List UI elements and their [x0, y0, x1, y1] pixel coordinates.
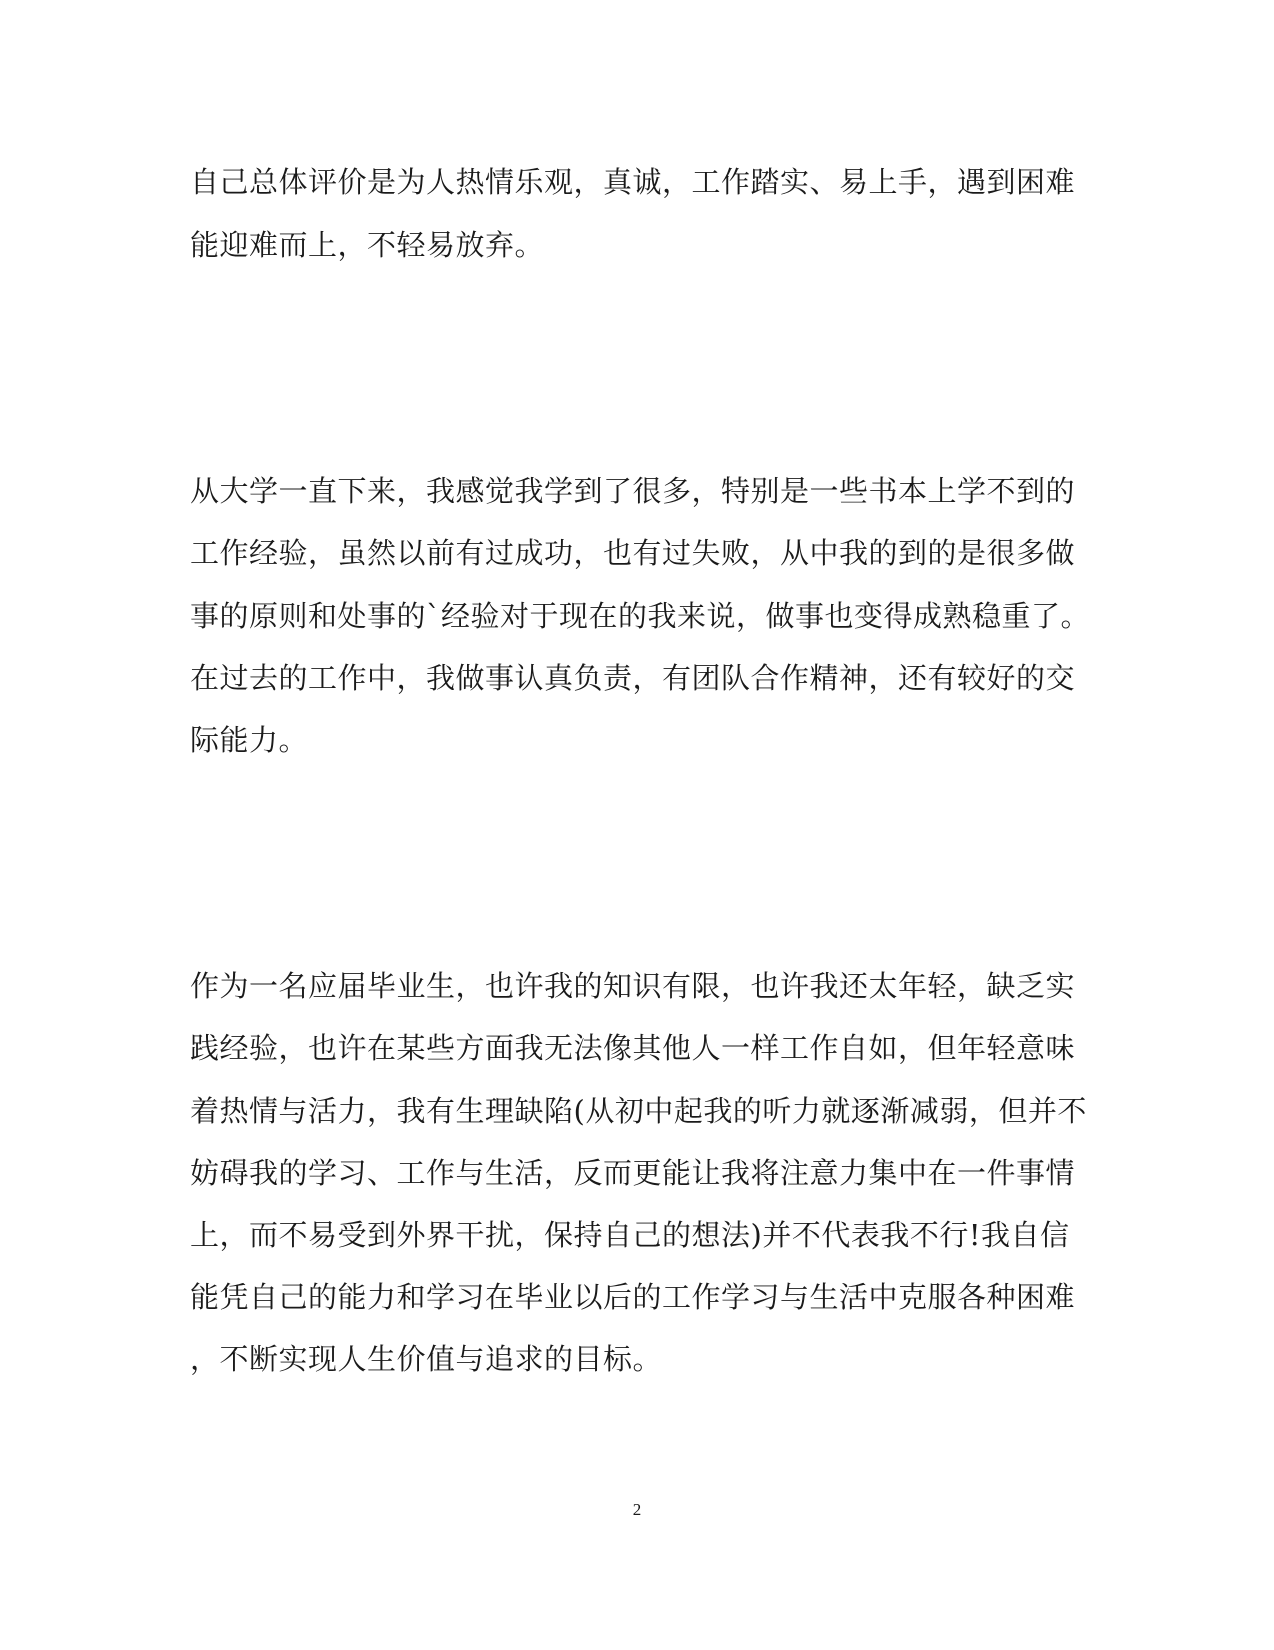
paragraph-line: 能凭自己的能力和学习在毕业以后的工作学习与生活中克服各种困难 — [190, 1280, 1076, 1314]
paragraph-line: 在过去的工作中，我做事认真负责，有团队合作精神，还有较好的交 — [190, 661, 1076, 695]
paragraph-line: 能迎难而上，不轻易放弃。 — [190, 228, 545, 262]
page-number: 2 — [632, 1500, 642, 1519]
paragraph-line: 作为一名应届毕业生，也许我的知识有限，也许我还太年轻，缺乏实 — [190, 969, 1076, 1003]
paragraph-line: ，不断实现人生价值与追求的目标。 — [190, 1342, 663, 1376]
paragraph-line: 妨碍我的学习、工作与生活，反而更能让我将注意力集中在一件事情 — [190, 1156, 1076, 1190]
paragraph-line: 际能力。 — [190, 723, 309, 757]
paragraph-line: 上，而不易受到外界干扰，保持自己的想法)并不代表我不行!我自信 — [190, 1218, 1070, 1252]
paragraph-line: 工作经验，虽然以前有过成功，也有过失败，从中我的到的是很多做 — [190, 536, 1076, 570]
paragraph-line: 践经验，也许在某些方面我无法像其他人一样工作自如，但年轻意味 — [190, 1031, 1076, 1065]
paragraph-line: 事的原则和处事的`经验对于现在的我来说，做事也变得成熟稳重了。 — [190, 599, 1091, 633]
paragraph-line: 自己总体评价是为人热情乐观，真诚，工作踏实、易上手，遇到困难 — [190, 165, 1076, 199]
paragraph-line: 从大学一直下来，我感觉我学到了很多，特别是一些书本上学不到的 — [190, 474, 1076, 508]
paragraph-line: 着热情与活力，我有生理缺陷(从初中起我的听力就逐渐减弱，但并不 — [190, 1094, 1087, 1128]
